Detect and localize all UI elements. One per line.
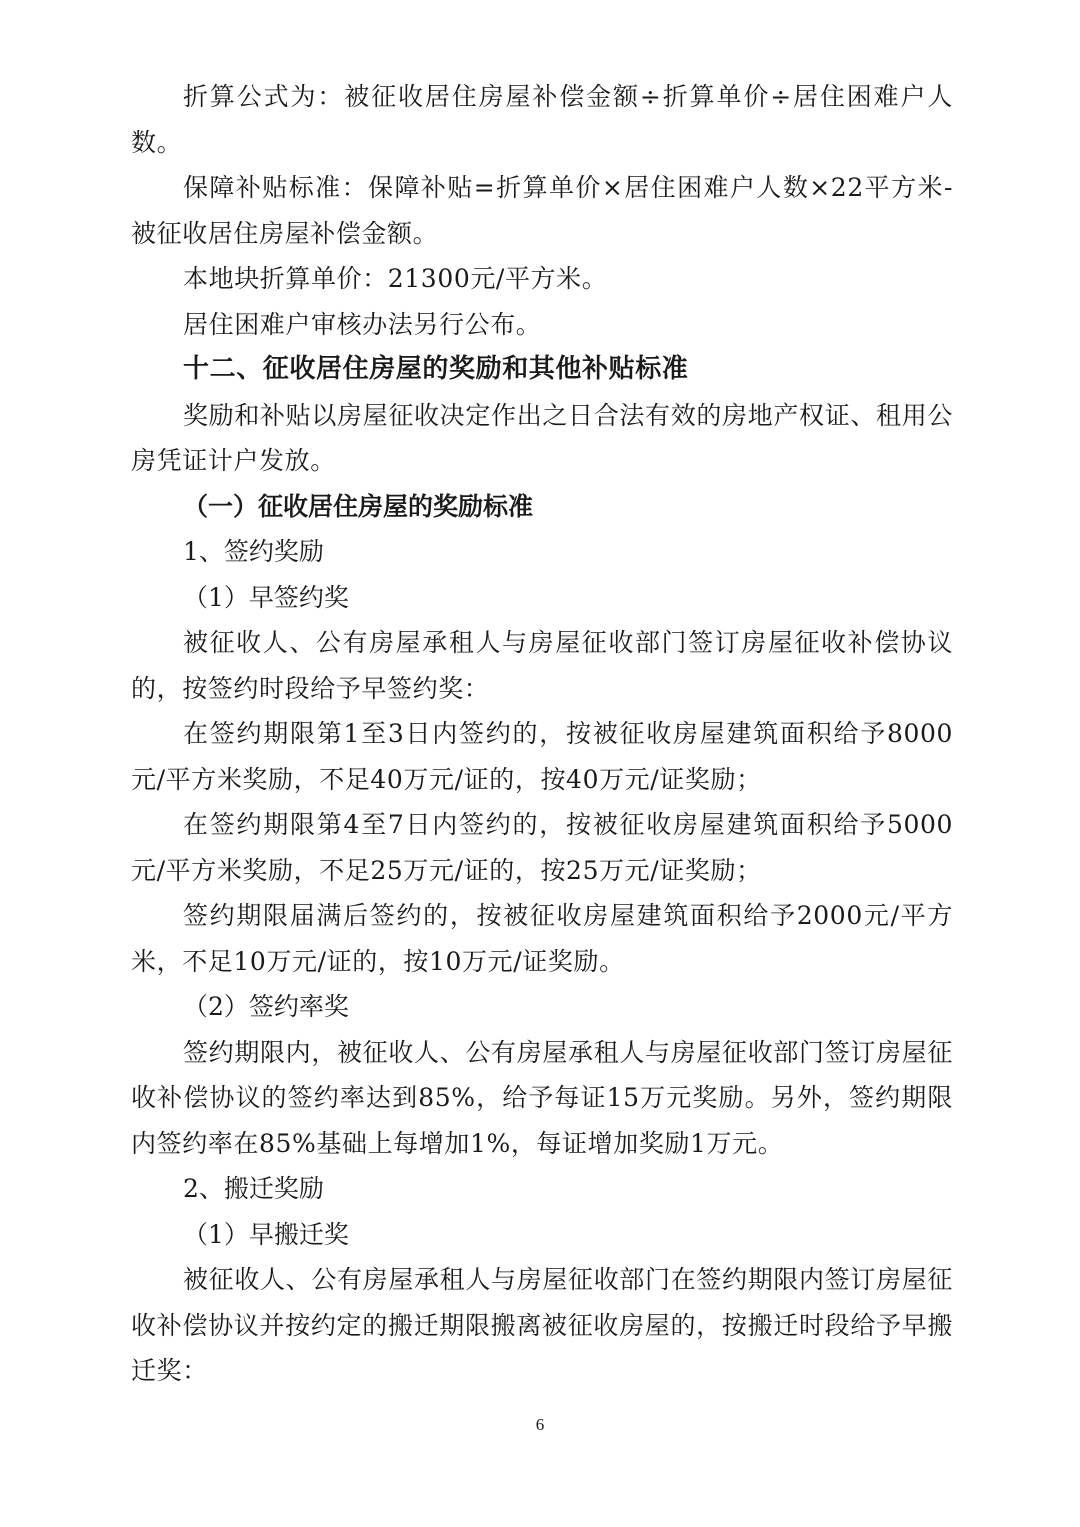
list-subheading: （2）签约率奖 <box>183 992 349 1021</box>
document-body <box>131 74 953 1394</box>
page-number: 6 <box>535 1415 545 1434</box>
paragraph: 签约期限内，被征收人、公有房屋承租人与房屋征收部门签订房屋征收补偿协议的签约率达到85%，给予每证15万元奖励。另外，签约期限内签约率在85%基础上每增加1%，每证增加奖励1万元。 <box>131 1037 953 1158</box>
list-heading: 2、搬迁奖励 <box>183 1174 324 1203</box>
paragraph: 被征收人、公有房屋承租人与房屋征收部门签订房屋征收补偿协议的，按签约时段给予早签约奖： <box>131 628 953 703</box>
paragraph: 在签约期限第4至7日内签约的，按被征收房屋建筑面积给予5000元/平方米奖励，不足25万元/证的，按25万元/证奖励； <box>131 810 953 885</box>
subsection-heading: （一）征收居住房屋的奖励标准 <box>183 491 534 521</box>
paragraph: 本地块折算单价：21300元/平方米。 <box>183 264 608 293</box>
section-heading: 十二、征收居住房屋的奖励和其他补贴标准 <box>183 354 689 384</box>
paragraph: 居住困难户审核办法另行公布。 <box>183 309 542 339</box>
paragraph: 被征收人、公有房屋承租人与房屋征收部门在签约期限内签订房屋征收补偿协议并按约定的搬迁期限搬离被征收房屋的，按搬迁时段给予早搬迁奖： <box>131 1265 953 1385</box>
paragraph: 签约期限届满后签约的，按被征收房屋建筑面积给予2000元/平方米，不足10万元/证的，按10万元/证奖励。 <box>131 901 953 976</box>
list-subheading: （1）早签约奖 <box>183 582 349 612</box>
list-heading: 1、签约奖励 <box>183 537 324 566</box>
paragraph: 折算公式为：被征收居住房屋补偿金额÷折算单价÷居住困难户人数。 <box>131 82 953 157</box>
list-subheading: （1）早搬迁奖 <box>183 1219 349 1249</box>
paragraph: 奖励和补贴以房屋征收决定作出之日合法有效的房地产权证、租用公房凭证计户发放。 <box>131 400 953 475</box>
paragraph: 保障补贴标准：保障补贴=折算单价×居住困难户人数×22平方米-被征收居住房屋补偿金额。 <box>131 173 953 248</box>
paragraph: 在签约期限第1至3日内签约的，按被征收房屋建筑面积给予8000元/平方米奖励，不足40万元/证的，按40万元/证奖励； <box>131 719 953 794</box>
